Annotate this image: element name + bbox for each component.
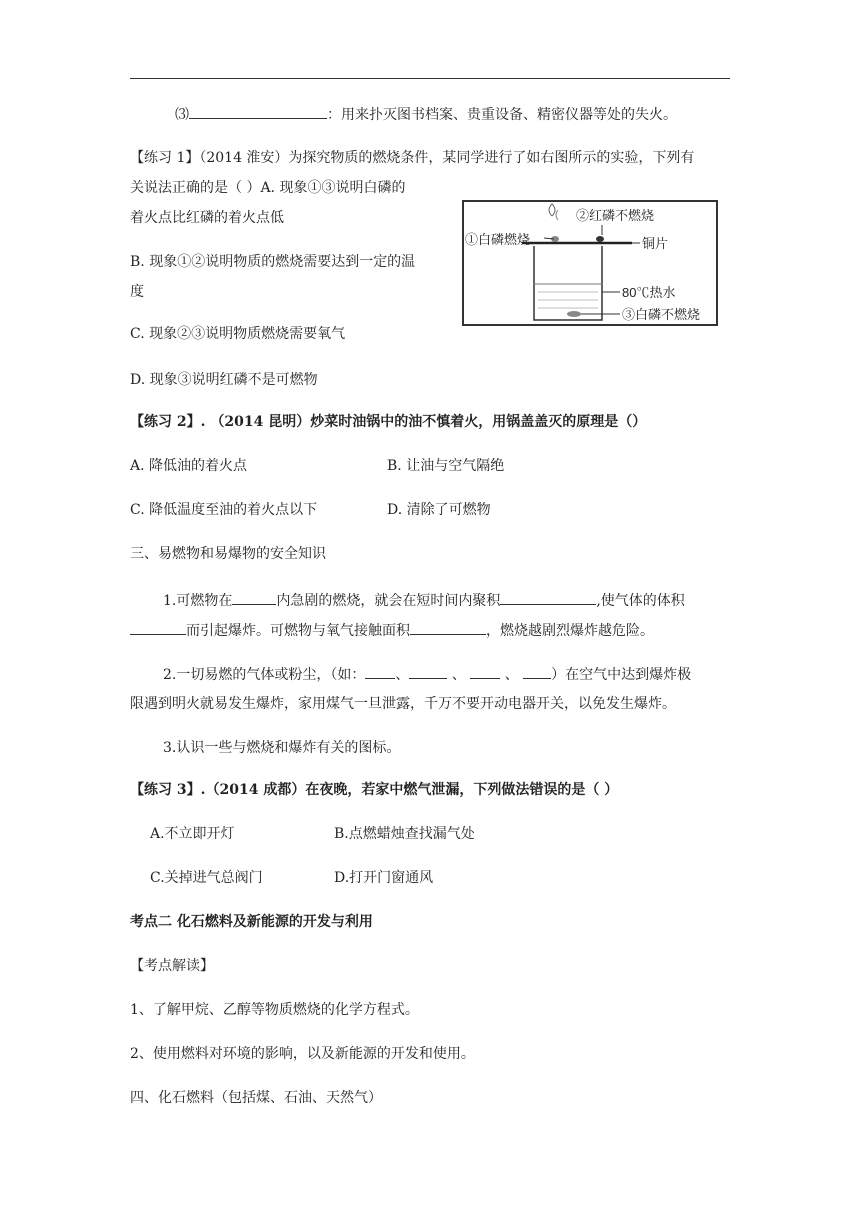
exercise-3-option-a: A.不立即开灯	[150, 826, 235, 842]
section-3-para-2: 2.一切易燃的气体或粉尘，（如： 、 、 、 ）在空气中达到爆炸极	[163, 664, 691, 685]
combustion-experiment-figure	[462, 200, 718, 326]
exercise-3-option-c: C.关掉进气总阀门	[150, 870, 263, 886]
answer-blank	[130, 620, 186, 635]
exercise-2-option-b: B. 让油与空气隔绝	[387, 458, 505, 474]
section-3-para-2-cont: 限遇到明火就易发生爆炸，家用煤气一旦泄露，千万不要开动电器开关，以免发生爆炸。	[130, 696, 676, 712]
section-3-title: 三、易燃物和易爆物的安全知识	[130, 546, 326, 562]
key-point-2-subtitle: 【考点解读】	[130, 958, 214, 974]
answer-blank	[365, 664, 395, 679]
section-3-para-1-cont: 而引起爆炸。可燃物与氧气接触面积 ，燃烧越剧烈爆炸越危险。	[130, 620, 654, 641]
label-copper-sheet: 铜片	[642, 236, 669, 251]
answer-blank	[470, 664, 500, 679]
answer-blank	[189, 104, 327, 119]
exercise-1-stem: 【练习 1】（2014 淮安）为探究物质的燃烧条件，某同学进行了如右图所示的实验，下列有	[130, 150, 695, 166]
answer-blank	[409, 664, 447, 679]
fill-blank-line-3	[175, 104, 677, 125]
exercise-2-stem: 【练习 2】. （2014 昆明）炒菜时油锅中的油不慎着火，用锅盖盖灭的原理是（）	[130, 414, 647, 430]
label-hot-water: 80℃热水	[622, 285, 676, 300]
exercise-1-option-c: C. 现象②③说明物质燃烧需要氧气	[130, 326, 346, 342]
white-phosphorus-3-icon	[567, 311, 581, 317]
section-3-para-3: 3.认识一些与燃烧和爆炸有关的图标。	[163, 740, 401, 756]
answer-blank	[410, 620, 486, 635]
red-phosphorus-icon	[596, 236, 604, 242]
exercise-1-stem-3: 着火点比红磷的着火点低	[130, 210, 284, 226]
label-white-phosphorus-3: ③白磷不燃烧	[622, 307, 701, 322]
exercise-2-option-a: A. 降低油的着火点	[130, 458, 248, 474]
key-point-2-item-1: 1、了解甲烷、乙醇等物质燃烧的化学方程式。	[130, 1002, 419, 1018]
header-rule	[130, 78, 730, 79]
exercise-2-option-c: C. 降低温度至油的着火点以下	[130, 502, 318, 518]
exercise-3-option-d: D.打开门窗通风	[334, 870, 434, 886]
exercise-1-option-b: B. 现象①②说明物质的燃烧需要达到一定的温	[130, 254, 416, 270]
exercise-2-option-d: D. 清除了可燃物	[387, 502, 491, 518]
answer-blank	[232, 590, 276, 605]
section-4-title: 四、化石燃料（包括煤、石油、天然气）	[130, 1090, 382, 1106]
label-white-phosphorus-1: ①白磷燃烧	[465, 232, 531, 247]
section-3-para-1: 1.可燃物在 内急剧的燃烧，就会在短时间内聚积 ,使气体的体积	[163, 590, 685, 611]
key-point-2-title: 考点二 化石燃料及新能源的开发与利用	[130, 914, 373, 930]
line-text: ：用来扑灭图书档案、贵重设备、精密仪器等处的失火。	[327, 107, 677, 123]
answer-blank	[500, 590, 596, 605]
exercise-3-option-b: B.点燃蜡烛查找漏气处	[334, 826, 475, 842]
exercise-3-stem: 【练习 3】.（2014 成都）在夜晚，若家中燃气泄漏，下列做法错误的是（ ）	[130, 782, 619, 798]
label-red-phosphorus: ②红磷不燃烧	[576, 208, 655, 223]
key-point-2-item-2: 2、使用燃料对环境的影响，以及新能源的开发和使用。	[130, 1046, 475, 1062]
answer-blank	[523, 664, 551, 679]
exercise-1-option-b-cont: 度	[130, 284, 144, 300]
exercise-1-option-d: D. 现象③说明红磷不是可燃物	[130, 372, 318, 388]
exercise-1-stem-2: 关说法正确的是（ ）A. 现象①③说明白磷的	[130, 180, 406, 196]
item-number: ⑶	[175, 107, 189, 123]
